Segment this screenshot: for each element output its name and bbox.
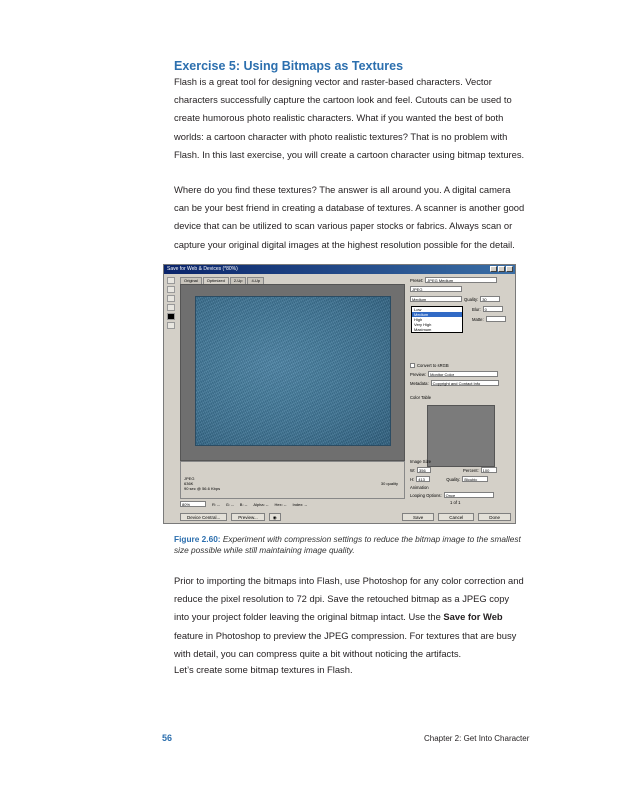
closing-paragraph: Let’s create some bitmap textures in Flash. — [174, 664, 353, 675]
convert-srgb-label: Convert to sRGB — [417, 363, 449, 368]
frame-counter: 1 of 1 — [450, 500, 461, 505]
animation-label: Animation — [410, 485, 429, 490]
status-bar — [180, 501, 405, 509]
toggle-slices-icon — [167, 322, 175, 329]
image-preview-area — [180, 284, 405, 461]
blur-input: 0 — [483, 306, 503, 312]
metadata-label: Metadata: — [410, 380, 429, 386]
looping-label: Looping Options: — [410, 492, 442, 498]
status-alpha: Alpha: -- — [253, 502, 269, 507]
tab-optimized: Optimized — [203, 277, 229, 284]
color-table-label: Color Table — [410, 395, 432, 400]
figure-label: Figure 2.60: — [174, 534, 221, 544]
status-red: R: -- — [212, 502, 220, 507]
option-low: Low — [414, 307, 422, 312]
status-green: G: -- — [225, 502, 234, 507]
matte-label: Matte: — [472, 316, 484, 322]
quality-input: 30 — [480, 296, 500, 302]
image-size-label: Image Size — [410, 459, 431, 464]
tool-column — [167, 277, 177, 331]
close-icon — [506, 266, 513, 272]
maximize-icon — [498, 266, 505, 272]
option-maximum: Maximum — [414, 327, 432, 332]
width-row — [410, 467, 497, 473]
photoshop-paragraph-end: feature in Photoshop to preview the JPEG compression. For textures that are busy with detail, you can compress quite a bit without noticing the artifacts. — [174, 629, 517, 659]
done-button: Done — [478, 513, 511, 521]
quality-info: 30 quality — [380, 481, 398, 486]
zoom-tool-icon — [167, 295, 175, 302]
cancel-button: Cancel — [438, 513, 474, 521]
file-info — [184, 476, 220, 491]
minimize-icon — [490, 266, 497, 272]
option-very-high: Very High — [414, 322, 432, 327]
preset-select: JPEG Medium — [425, 277, 497, 283]
optimization-info — [180, 461, 405, 499]
resample-quality-label: Quality: — [446, 476, 461, 482]
save-for-web-term: Save for Web — [443, 611, 503, 623]
preview-label: Preview: — [410, 371, 427, 377]
zoom-level: 80% — [180, 501, 206, 507]
chapter-footer: Chapter 2: Get Into Character — [424, 734, 530, 743]
save-button: Save — [402, 513, 434, 521]
optimize-settings-panel — [410, 277, 513, 507]
matte-select — [486, 316, 506, 322]
status-hex: Hex: -- — [274, 502, 287, 507]
metadata-select: Copyright and Contact Info — [431, 380, 499, 386]
looping-select: Once — [444, 492, 494, 498]
percent-label: Percent: — [463, 467, 479, 473]
convert-srgb-checkbox — [410, 363, 415, 368]
status-blue: B: -- — [239, 502, 248, 507]
browser-icon: ◉ — [269, 513, 281, 521]
slice-select-tool-icon — [167, 286, 175, 293]
metadata-row — [410, 380, 499, 386]
preview-button: Preview... — [231, 513, 265, 521]
eyedropper-color-swatch — [167, 313, 175, 320]
window-title: Save for Web & Devices (*80%) — [167, 266, 238, 272]
preview-select: Monitor Color — [428, 371, 498, 377]
intro-paragraph: Flash is a great tool for designing vector and raster-based characters. Vector characters successfully capture the cartoon look and feel. Cutouts can be used to create humorous photo realistic characters. What if you wanted the best of both worlds: a cartoon character with photo realistic textures? That is no problem with Flash. In this last exercise, you will create a cartoon character using bitmap textures. — [174, 76, 525, 160]
save-for-web-screenshot — [163, 264, 516, 524]
quality-label: Quality: — [464, 296, 479, 302]
format-row — [410, 286, 462, 292]
blur-label: Blur: — [472, 306, 481, 312]
looping-row — [410, 492, 494, 498]
figure-caption-text: Experiment with compression settings to reduce the bitmap image to the smallest size possible while still maintaining image quality. — [174, 534, 521, 555]
tab-original: Original — [180, 277, 202, 284]
percent-input: 100 — [481, 467, 497, 473]
denim-texture-image — [195, 296, 391, 446]
view-tabs — [180, 277, 264, 284]
page-number: 56 — [162, 733, 173, 743]
dialog-buttons — [180, 513, 511, 521]
convert-srgb-row — [410, 363, 449, 368]
figure-caption — [174, 534, 534, 556]
color-table-swatches — [427, 405, 495, 467]
blur-row — [472, 306, 503, 312]
file-size: 636K — [184, 481, 194, 486]
preset-label: Preset: — [410, 277, 424, 283]
device-central-button: Device Central... — [180, 513, 227, 521]
matte-row — [472, 316, 506, 322]
textures-paragraph: Where do you find these textures? The answer is all around you. A digital camera can be your best friend in creating a database of textures. A scanner is another good device that can be utilized to scan various paper stocks or fabrics. Always scan or capture your original digital images at the highest resolution possible for the detail. — [174, 184, 525, 250]
preview-row — [410, 371, 498, 377]
file-format: JPEG — [184, 476, 195, 481]
status-index: Index: -- — [292, 502, 308, 507]
eyedropper-tool-icon — [167, 304, 175, 311]
exercise-heading: Exercise 5: Using Bitmaps as Textures — [174, 59, 404, 73]
download-time: 90 sec @ 56.6 Kbps — [184, 486, 221, 491]
height-input: 413 — [416, 476, 430, 482]
hand-tool-icon — [167, 277, 175, 284]
option-high: High — [414, 317, 423, 322]
quality-dropdown-menu — [411, 306, 463, 333]
width-label: W: — [410, 467, 416, 473]
height-label: H: — [410, 476, 415, 482]
photoshop-paragraph — [174, 572, 526, 663]
photoshop-paragraph-start: Prior to importing the bitmaps into Flash, use Photoshop for any color correction and reduce the pixel resolution to 72 dpi. Save the retouched bitmap as a JPEG copy into your project folder leaving the original bitmap intact. Use the — [174, 575, 524, 623]
format-select: JPEG — [410, 286, 462, 292]
color-table — [410, 395, 510, 453]
window-controls — [490, 266, 513, 272]
quality-row — [410, 296, 500, 302]
option-medium: Medium — [412, 312, 462, 317]
height-row — [410, 476, 488, 482]
width-input: 356 — [417, 467, 431, 473]
quality-preset-select: Medium — [410, 296, 462, 302]
resample-quality-select: Bicubic — [462, 476, 488, 482]
tab-2-up: 2-Up — [230, 277, 247, 284]
window-titlebar — [164, 265, 515, 274]
preset-row — [410, 277, 497, 283]
tab-4-up: 4-Up — [247, 277, 264, 284]
